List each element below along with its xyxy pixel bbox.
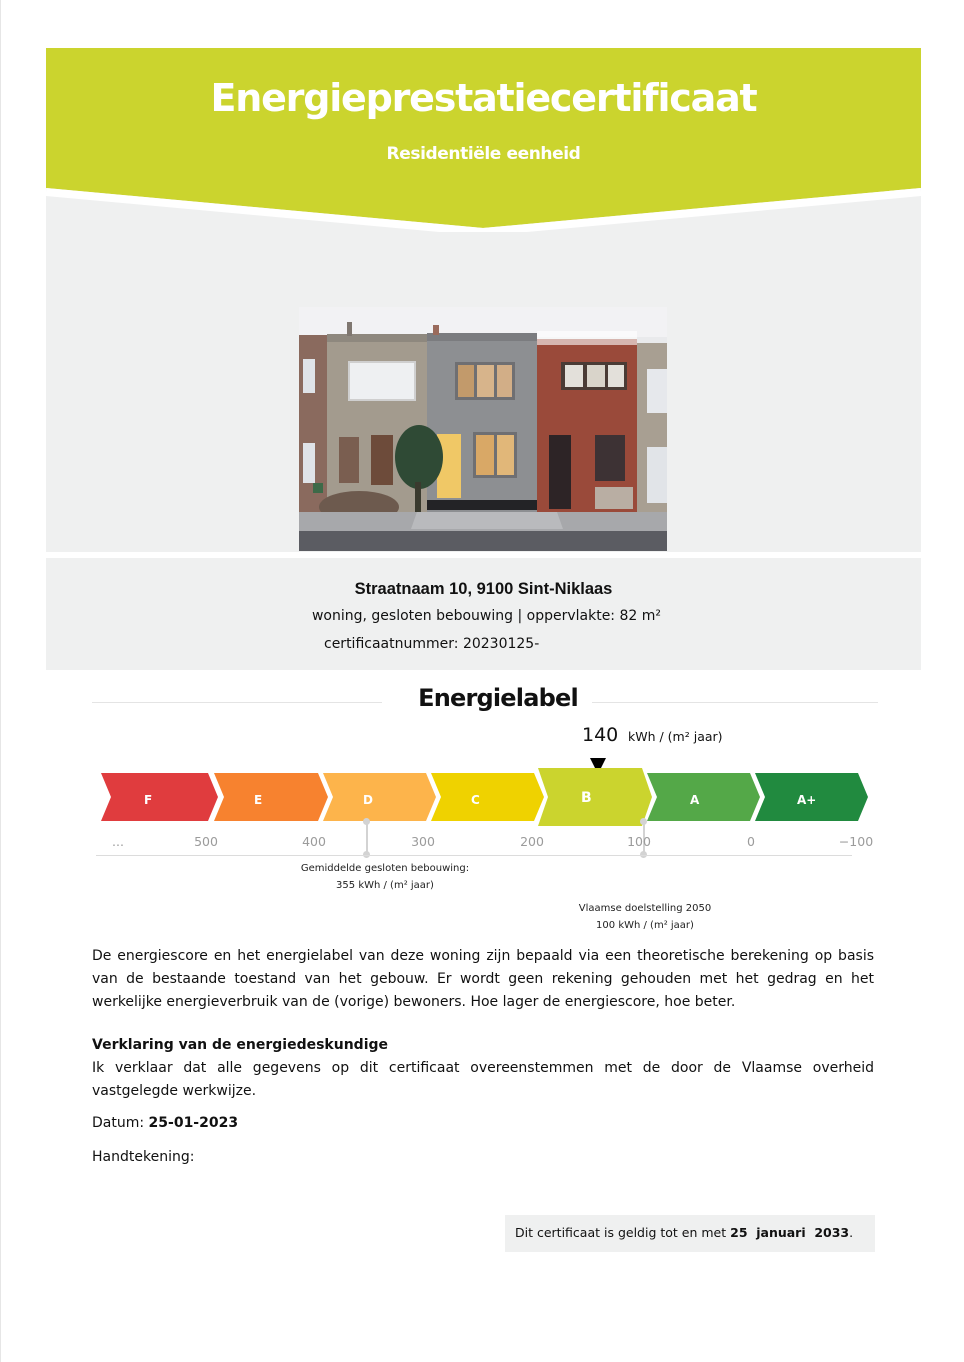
scale-tick: 200 xyxy=(520,834,544,849)
average-reference-dot-top xyxy=(363,818,370,825)
house-photo-illustration xyxy=(299,307,667,551)
energy-score-value: 140 xyxy=(582,724,619,746)
page-title: Energieprestatiecertificaat xyxy=(210,76,757,120)
certificate-number-label: certificaatnummer: xyxy=(324,636,459,652)
address-panel xyxy=(46,558,921,670)
certificate-number xyxy=(324,636,539,652)
scale-tick: 0 xyxy=(747,834,755,849)
validity-prefix: Dit certificaat is geldig tot en met xyxy=(515,1225,727,1240)
intro-paragraph: De energiescore en het energielabel van deze woning zijn bepaald via een theoretische berekening op basis van de bestaande toestand van het gebouw. Er wordt geen rekening gehouden met het gedrag en het werkelijke energieverbruik van de (vorige) bewoners. Hoe lager de energiescore, hoe beter. xyxy=(92,948,874,1010)
class-e-label: E xyxy=(254,793,263,807)
scale-axis xyxy=(96,855,852,856)
average-reference-value: 355 kWh / (m² jaar) xyxy=(336,880,434,891)
validity-date: 25 januari 2033 xyxy=(730,1225,850,1240)
signature-label: Handtekening: xyxy=(92,1149,195,1165)
target-reference-text xyxy=(565,900,725,934)
scale-tick: 300 xyxy=(411,834,435,849)
divider-left xyxy=(92,702,382,703)
target-reference-dot-top xyxy=(640,818,647,825)
validity-suffix: . xyxy=(849,1225,854,1240)
divider-right xyxy=(592,702,878,703)
date-label: Datum: xyxy=(92,1115,145,1131)
certificate-number-value: 20230125- xyxy=(462,636,540,652)
average-reference-text xyxy=(285,860,485,894)
class-d-label: D xyxy=(363,793,373,807)
scale-tick: ... xyxy=(112,834,124,849)
property-address: Straatnaam 10, 9100 Sint-Niklaas xyxy=(354,580,613,598)
class-a-label: A xyxy=(690,793,700,807)
target-reference-label: Vlaamse doelstelling 2050 xyxy=(578,903,712,914)
average-reference-label: Gemiddelde gesloten bebouwing: xyxy=(300,863,470,874)
declaration-body: Ik verklaar dat alle gegevens op dit certificaat overeenstemmen met de door de Vlaamse overheid vastgelegde werkwijze. xyxy=(92,1060,874,1099)
property-type: woning, gesloten bebouwing | oppervlakte: 82 m² xyxy=(311,608,661,624)
declaration-heading: Verklaring van de energiedeskundige xyxy=(92,1037,389,1053)
class-c-label: C xyxy=(471,793,480,807)
property-photo xyxy=(299,307,667,551)
scale-tick: 500 xyxy=(194,834,218,849)
energy-class-scale xyxy=(96,768,876,836)
class-b-label: B xyxy=(581,790,592,806)
target-reference-value: 100 kWh / (m² jaar) xyxy=(596,920,694,931)
class-aplus-label: A+ xyxy=(797,793,817,807)
energy-label-title: Energielabel xyxy=(418,684,578,712)
scale-labels xyxy=(96,834,886,852)
page-subtitle: Residentiële eenheid xyxy=(386,144,581,164)
scale-tick: 100 xyxy=(627,834,651,849)
energy-score-unit: kWh / (m² jaar) xyxy=(628,729,723,744)
date-line xyxy=(92,1112,874,1135)
scale-tick: 400 xyxy=(302,834,326,849)
header-banner xyxy=(46,48,921,232)
scale-tick: −100 xyxy=(838,834,874,849)
validity-box xyxy=(505,1215,875,1252)
date-value: 25-01-2023 xyxy=(148,1115,239,1131)
class-f-label: F xyxy=(144,793,153,807)
